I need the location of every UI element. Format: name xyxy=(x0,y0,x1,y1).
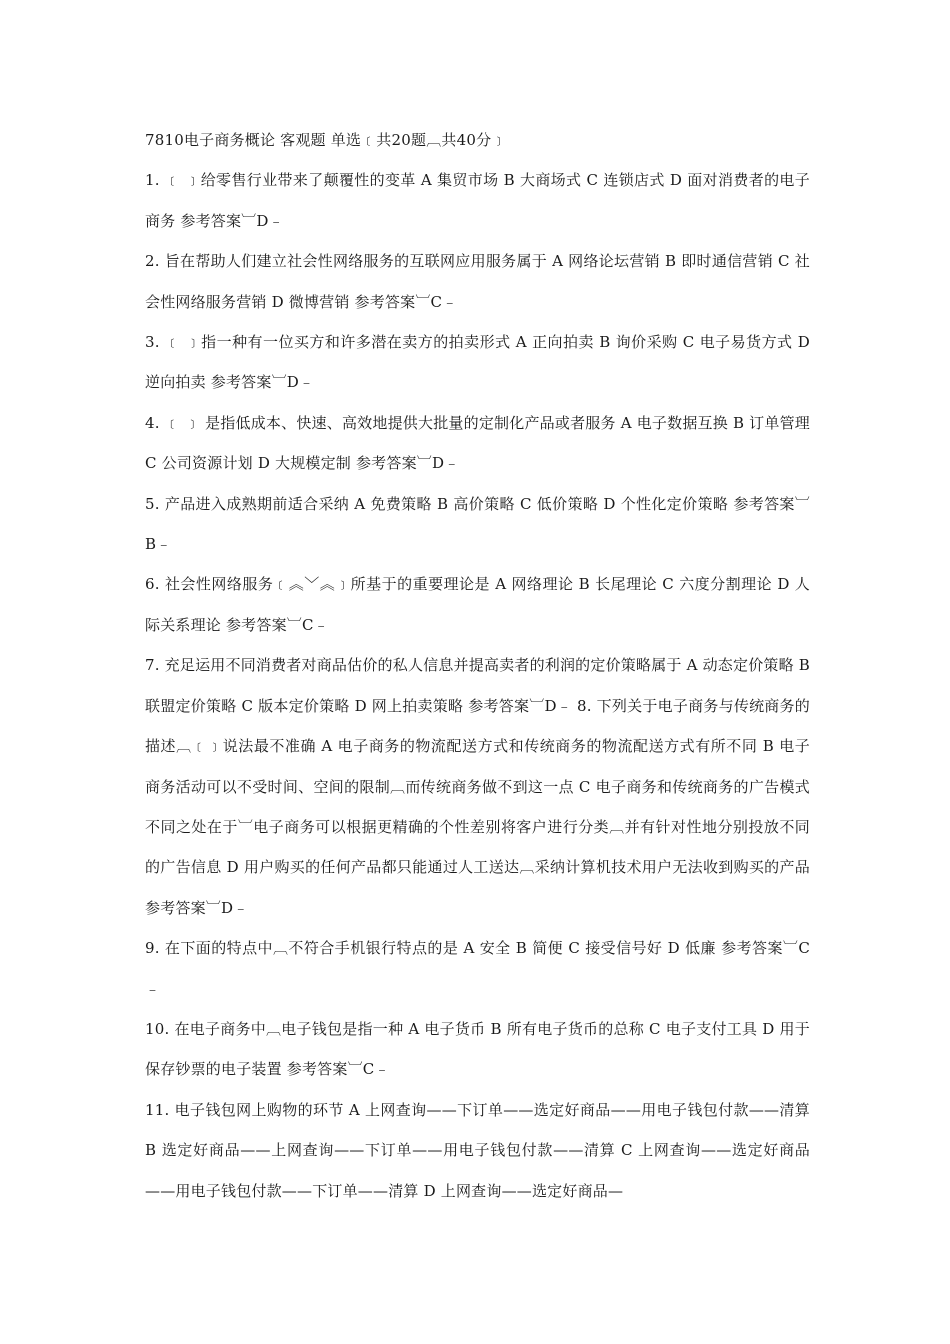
section-header: 7810电子商务概论 客观题 单选﹝共20题︹共40分﹞ xyxy=(145,131,507,149)
question-3: 3. ﹝ ﹞指一种有一位买方和许多潜在卖方的拍卖形式 A 正向拍卖 B 询价采购 C 电子易货方式 D 逆向拍卖 参考答案︺D﹣ xyxy=(145,333,810,392)
question-7-8: 7. 充足运用不同消费者对商品估价的私人信息并提高卖者的利润的定价策略属于 A 动态定价策略 B 联盟定价策略 C 版本定价策略 D 网上拍卖策略 参考答案︺D﹣ 8. 下列关于电子商务与传统商务的描述︹﹝﹞说法最不准确 A 电子商务的物流配送方式和传统商务的物流配送方式有所不同 B 电子商务活动可以不受时间、空间的限制︹而传统商务做不到这一点 C 电子商务和传统商务的广告模式不同之处在于︺电子商务可以根据更精确的个性差别将客户进行分类︹并有针对性地分别投放不同的广告信息 D 用户购买的任何产品都只能通过人工送达︹采纳计算机技术用户无法收到购买的产品 参考答案︺D﹣ xyxy=(145,656,810,917)
question-11: 11. 电子钱包网上购物的环节 A 上网查询——下订单——选定好商品——用电子钱包付款——清算 B 选定好商品——上网查询——下订单——用电子钱包付款——清算 C 上网查询——选定好商品——用电子钱包付款——下订单——清算 D 上网查询——选定好商品— xyxy=(145,1100,810,1200)
question-1: 1. ﹝ ﹞给零售行业带来了颠覆性的变革 A 集贸市场 B 大商场式 C 连锁店式 D 面对消费者的电子商务 参考答案︺D﹣ xyxy=(145,171,810,230)
question-9: 9. 在下面的特点中︹不符合手机银行特点的是 A 安全 B 简便 C 接受信号好 D 低廉 参考答案︺C﹣ xyxy=(145,939,810,998)
question-2: 2. 旨在帮助人们建立社会性网络服务的互联网应用服务属于 A 网络论坛营销 B 即时通信营销 C 社会性网络服务营销 D 微博营销 参考答案︺C﹣ xyxy=(145,252,810,311)
question-6: 6. 社会性网络服务﹝︽﹀︽﹞所基于的重要理论是 A 网络理论 B 长尾理论 C 六度分割理论 D 人际关系理论 参考答案︺C﹣ xyxy=(145,575,810,634)
question-4: 4. ﹝ ﹞ 是指低成本、快速、高效地提供大批量的定制化产品或者服务 A 电子数据互换 B 订单管理 C 公司资源计划 D 大规模定制 参考答案︺D﹣ xyxy=(145,413,810,473)
document-body xyxy=(145,120,810,1211)
question-5: 5. 产品进入成熟期前适合采纳 A 免费策略 B 高价策略 C 低价策略 D 个性化定价策略 参考答案︺B﹣ xyxy=(145,494,810,554)
question-10: 10. 在电子商务中︹电子钱包是指一种 A 电子货币 B 所有电子货币的总称 C 电子支付工具 D 用于保存钞票的电子装置 参考答案︺C﹣ xyxy=(145,1019,810,1079)
